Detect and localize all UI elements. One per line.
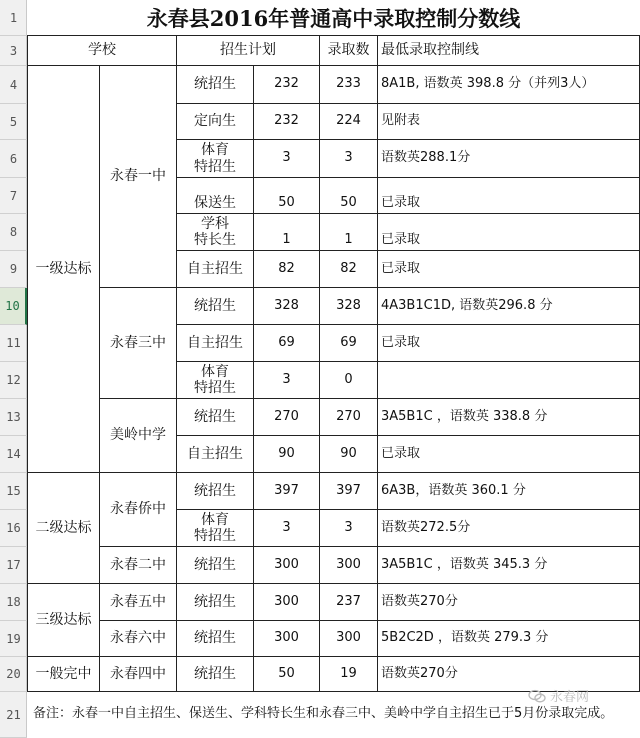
plan-cell[interactable]: 300 xyxy=(254,621,320,657)
type-line: 特招生 xyxy=(194,380,236,396)
plan-cell[interactable]: 300 xyxy=(254,547,320,584)
plan-cell[interactable]: 50 xyxy=(254,657,320,692)
chat-bubble-icon xyxy=(528,689,546,703)
watermark-text: 永春网 xyxy=(550,690,590,705)
score-cell[interactable]: 8A1B, 语数英 398.8 分（并列3人） xyxy=(378,66,640,104)
admitted-cell[interactable]: 69 xyxy=(320,325,378,362)
row-number-7[interactable]: 7 xyxy=(0,178,27,214)
plan-cell[interactable]: 300 xyxy=(254,584,320,621)
row-number-1[interactable]: 1 xyxy=(0,0,27,36)
score-cell[interactable]: 5B2C2D ，语数英 279.3 分 xyxy=(378,621,640,657)
score-cell[interactable]: 语数英272.5分 xyxy=(378,510,640,547)
watermark xyxy=(528,686,589,705)
type-cell[interactable]: 统招生 xyxy=(177,66,254,104)
admitted-cell[interactable]: 82 xyxy=(320,251,378,288)
type-line: 体育 xyxy=(201,363,229,380)
plan-cell[interactable]: 90 xyxy=(254,436,320,473)
level-cell-2[interactable]: 二级达标 xyxy=(27,473,100,584)
row-number-18[interactable]: 18 xyxy=(0,584,27,621)
admitted-cell[interactable]: 90 xyxy=(320,436,378,473)
admitted-cell[interactable]: 397 xyxy=(320,473,378,510)
type-cell[interactable]: 保送生 xyxy=(177,178,254,214)
type-line: 体育 xyxy=(201,142,229,159)
admitted-cell[interactable]: 300 xyxy=(320,621,378,657)
level-cell-1[interactable]: 一级达标 xyxy=(27,66,100,473)
score-cell[interactable]: 3A5B1C ，语数英 345.3 分 xyxy=(378,547,640,584)
score-cell[interactable]: 见附表 xyxy=(378,104,640,140)
row-number-11[interactable]: 11 xyxy=(0,325,27,362)
type-cell[interactable]: 统招生 xyxy=(177,621,254,657)
school-cell-yongchun-4[interactable]: 永春四中 xyxy=(100,657,177,692)
admitted-cell[interactable]: 1 xyxy=(320,214,378,251)
plan-cell[interactable]: 69 xyxy=(254,325,320,362)
level-cell-3[interactable]: 三级达标 xyxy=(27,584,100,657)
row-number-19[interactable]: 19 xyxy=(0,621,27,657)
score-cell[interactable]: 语数英288.1分 xyxy=(378,140,640,178)
type-cell[interactable]: 统招生 xyxy=(177,584,254,621)
plan-cell[interactable]: 3 xyxy=(254,140,320,178)
school-cell-meiling[interactable]: 美岭中学 xyxy=(100,399,177,473)
school-cell-qiaozhong[interactable]: 永春侨中 xyxy=(100,473,177,547)
score-cell[interactable]: 已录取 xyxy=(378,325,640,362)
plan-cell[interactable]: 232 xyxy=(254,66,320,104)
type-cell[interactable] xyxy=(177,214,254,251)
row-number-14[interactable]: 14 xyxy=(0,436,27,473)
score-cell[interactable]: 已录取 xyxy=(378,178,640,214)
row-number-16[interactable]: 16 xyxy=(0,510,27,547)
type-cell[interactable]: 统招生 xyxy=(177,547,254,584)
plan-cell[interactable]: 82 xyxy=(254,251,320,288)
row-number-5[interactable]: 5 xyxy=(0,104,27,140)
type-cell[interactable]: 统招生 xyxy=(177,657,254,692)
type-cell[interactable] xyxy=(177,510,254,547)
row-number-17[interactable]: 17 xyxy=(0,547,27,584)
school-cell-yongchun-3[interactable]: 永春三中 xyxy=(100,288,177,399)
score-cell[interactable]: 4A3B1C1D, 语数英296.8 分 xyxy=(378,288,640,325)
type-cell[interactable]: 自主招生 xyxy=(177,251,254,288)
type-cell[interactable]: 自主招生 xyxy=(177,325,254,362)
admitted-cell[interactable]: 300 xyxy=(320,547,378,584)
plan-cell[interactable]: 3 xyxy=(254,362,320,399)
remark-note[interactable]: 备注：永春一中自主招生、保送生、学科特长生和永春三中、美岭中学自主招生已于5月份录取完成。 xyxy=(33,706,614,721)
admitted-cell[interactable]: 3 xyxy=(320,510,378,547)
row-number-13[interactable]: 13 xyxy=(0,399,27,436)
plan-cell[interactable]: 397 xyxy=(254,473,320,510)
admitted-cell[interactable]: 50 xyxy=(320,178,378,214)
type-cell[interactable]: 统招生 xyxy=(177,288,254,325)
plan-cell[interactable]: 50 xyxy=(254,178,320,214)
score-cell[interactable]: 3A5B1C ，语数英 338.8 分 xyxy=(378,399,640,436)
plan-cell[interactable]: 1 xyxy=(254,214,320,251)
admitted-cell[interactable]: 224 xyxy=(320,104,378,140)
score-cell[interactable]: 已录取 xyxy=(378,436,640,473)
score-cell[interactable]: 已录取 xyxy=(378,251,640,288)
type-line: 特招生 xyxy=(194,528,236,544)
row-number-20[interactable]: 20 xyxy=(0,657,27,692)
row-number-4[interactable]: 4 xyxy=(0,66,27,104)
plan-cell[interactable]: 232 xyxy=(254,104,320,140)
header-min-score[interactable]: 最低录取控制线 xyxy=(378,36,640,66)
level-cell-general[interactable]: 一般完中 xyxy=(27,657,100,692)
type-cell[interactable]: 统招生 xyxy=(177,473,254,510)
type-cell[interactable] xyxy=(177,140,254,178)
school-cell-yongchun-2[interactable]: 永春二中 xyxy=(100,547,177,584)
row-number-21[interactable]: 21 xyxy=(0,692,27,738)
school-cell-yongchun-5[interactable]: 永春五中 xyxy=(100,584,177,621)
header-plan[interactable]: 招生计划 xyxy=(177,36,320,66)
row-number-9[interactable]: 9 xyxy=(0,251,27,288)
plan-cell[interactable]: 328 xyxy=(254,288,320,325)
row-number-12[interactable]: 12 xyxy=(0,362,27,399)
row-number-15[interactable]: 15 xyxy=(0,473,27,510)
type-line: 学科 xyxy=(201,215,229,232)
score-cell[interactable]: 6A3B，语数英 360.1 分 xyxy=(378,473,640,510)
sheet-title: 永春县2016年普通高中录取控制分数线 xyxy=(27,0,640,36)
row-number-6[interactable]: 6 xyxy=(0,140,27,178)
score-cell[interactable] xyxy=(378,362,640,399)
type-line: 特长生 xyxy=(194,232,236,248)
admitted-cell[interactable]: 237 xyxy=(320,584,378,621)
admitted-cell[interactable]: 0 xyxy=(320,362,378,399)
admitted-cell[interactable]: 328 xyxy=(320,288,378,325)
score-cell[interactable]: 已录取 xyxy=(378,214,640,251)
admitted-cell[interactable]: 19 xyxy=(320,657,378,692)
score-cell[interactable]: 语数英270分 xyxy=(378,584,640,621)
admitted-cell[interactable]: 270 xyxy=(320,399,378,436)
type-cell[interactable]: 定向生 xyxy=(177,104,254,140)
type-cell[interactable] xyxy=(177,362,254,399)
score-cell[interactable]: 语数英270分 xyxy=(378,657,640,692)
school-cell-yongchun-1[interactable]: 永春一中 xyxy=(100,66,177,288)
row-number-8[interactable]: 8 xyxy=(0,214,27,251)
row-number-3[interactable]: 3 xyxy=(0,36,27,66)
type-cell[interactable]: 统招生 xyxy=(177,399,254,436)
type-line: 特招生 xyxy=(194,158,236,175)
type-cell[interactable]: 自主招生 xyxy=(177,436,254,473)
school-cell-yongchun-6[interactable]: 永春六中 xyxy=(100,621,177,657)
header-school[interactable]: 学校 xyxy=(27,36,177,66)
plan-cell[interactable]: 270 xyxy=(254,399,320,436)
admitted-cell[interactable]: 3 xyxy=(320,140,378,178)
plan-cell[interactable]: 3 xyxy=(254,510,320,547)
row-number-10[interactable]: 10 xyxy=(0,288,27,325)
header-admitted[interactable]: 录取数 xyxy=(320,36,378,66)
admitted-cell[interactable]: 233 xyxy=(320,66,378,104)
type-line: 体育 xyxy=(201,511,229,528)
